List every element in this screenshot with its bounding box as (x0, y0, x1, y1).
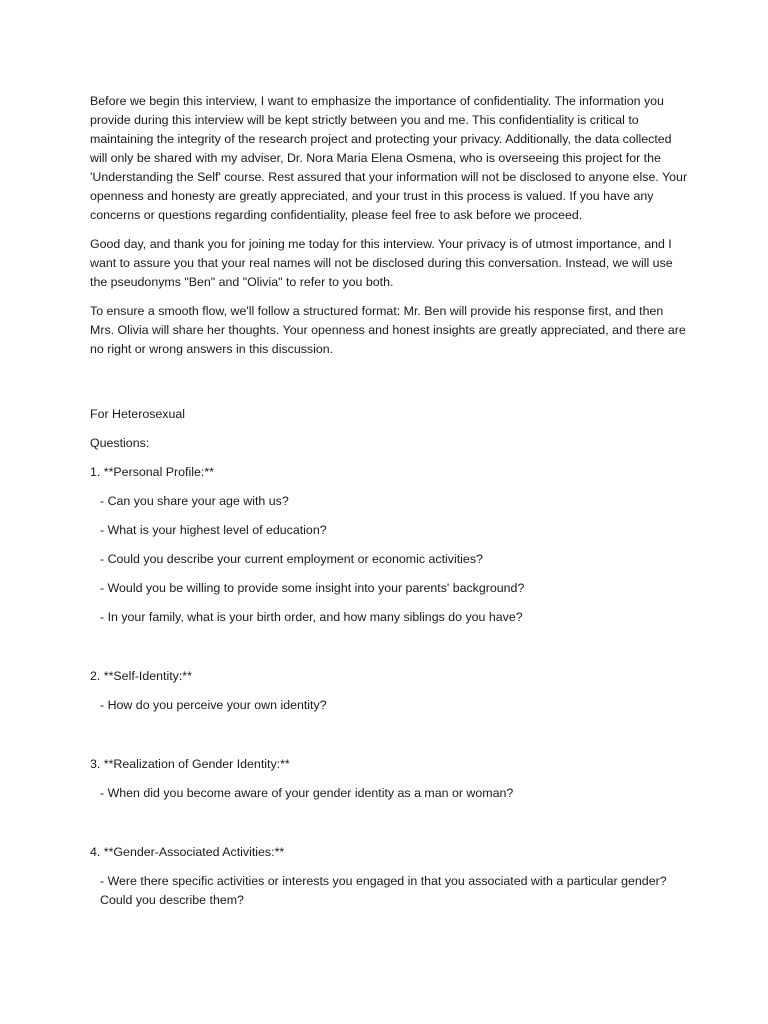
question-item: - Were there specific activities or interests you engaged in that you associated with a particular gender? Could you describe them? (100, 874, 667, 907)
spacer (90, 813, 690, 843)
document-page (90, 92, 690, 920)
question-item: - Can you share your age with us? (100, 494, 289, 508)
format-paragraph: To ensure a smooth flow, we'll follow a structured format: Mr. Ben will provide his response first, and then Mrs. Olivia will share her thoughts. Your openness and honest insights are greatly appreciated, and there are no right or wrong answers in this discussion. (90, 304, 686, 356)
question-item: - Could you describe your current employment or economic activities? (100, 552, 483, 566)
question-4 (90, 843, 690, 910)
spacer (90, 725, 690, 755)
question-3 (90, 755, 690, 803)
spacer (90, 637, 690, 667)
question-1 (90, 463, 690, 627)
section-heading: For Heterosexual (90, 407, 186, 421)
confidentiality-paragraph: Before we begin this interview, I want to emphasize the importance of confidentiality. The information you provide during this interview will be kept strictly between you and me. This confidentiality is critical to maintaining the integrity of the research project and protecting your privacy. Additionally, the data collected will only be shared with my adviser, Dr. Nora Maria Elena Osmena, who is overseeing this project for the 'Understanding the Self' course. Rest assured that your information will not be disclosed to anyone else. Your openness and honesty are greatly appreciated, and your trust in this process is valued. If you have any concerns or questions regarding confidentiality, please feel free to ask before we proceed. (90, 94, 688, 222)
questions-label: Questions: (90, 436, 150, 450)
question-item: - When did you become aware of your gender identity as a man or woman? (100, 786, 514, 800)
greeting-paragraph: Good day, and thank you for joining me today for this interview. Your privacy is of utmost importance, and I want to assure you that your real names will not be disclosed during this conversation. Instead, we will use the pseudonyms "Ben" and "Olivia" to refer to you both. (90, 237, 673, 289)
spacer (90, 369, 690, 405)
question-item: - In your family, what is your birth order, and how many siblings do you have? (100, 610, 523, 624)
question-title: 2. **Self-Identity:** (90, 669, 192, 683)
question-item: - Would you be willing to provide some insight into your parents' background? (100, 581, 525, 595)
question-item: - How do you perceive your own identity? (100, 698, 327, 712)
question-item: - What is your highest level of education? (100, 523, 327, 537)
question-2 (90, 667, 690, 715)
question-title: 4. **Gender-Associated Activities:** (90, 845, 285, 859)
question-title: 3. **Realization of Gender Identity:** (90, 757, 290, 771)
question-title: 1. **Personal Profile:** (90, 465, 214, 479)
intro-section (90, 92, 690, 359)
